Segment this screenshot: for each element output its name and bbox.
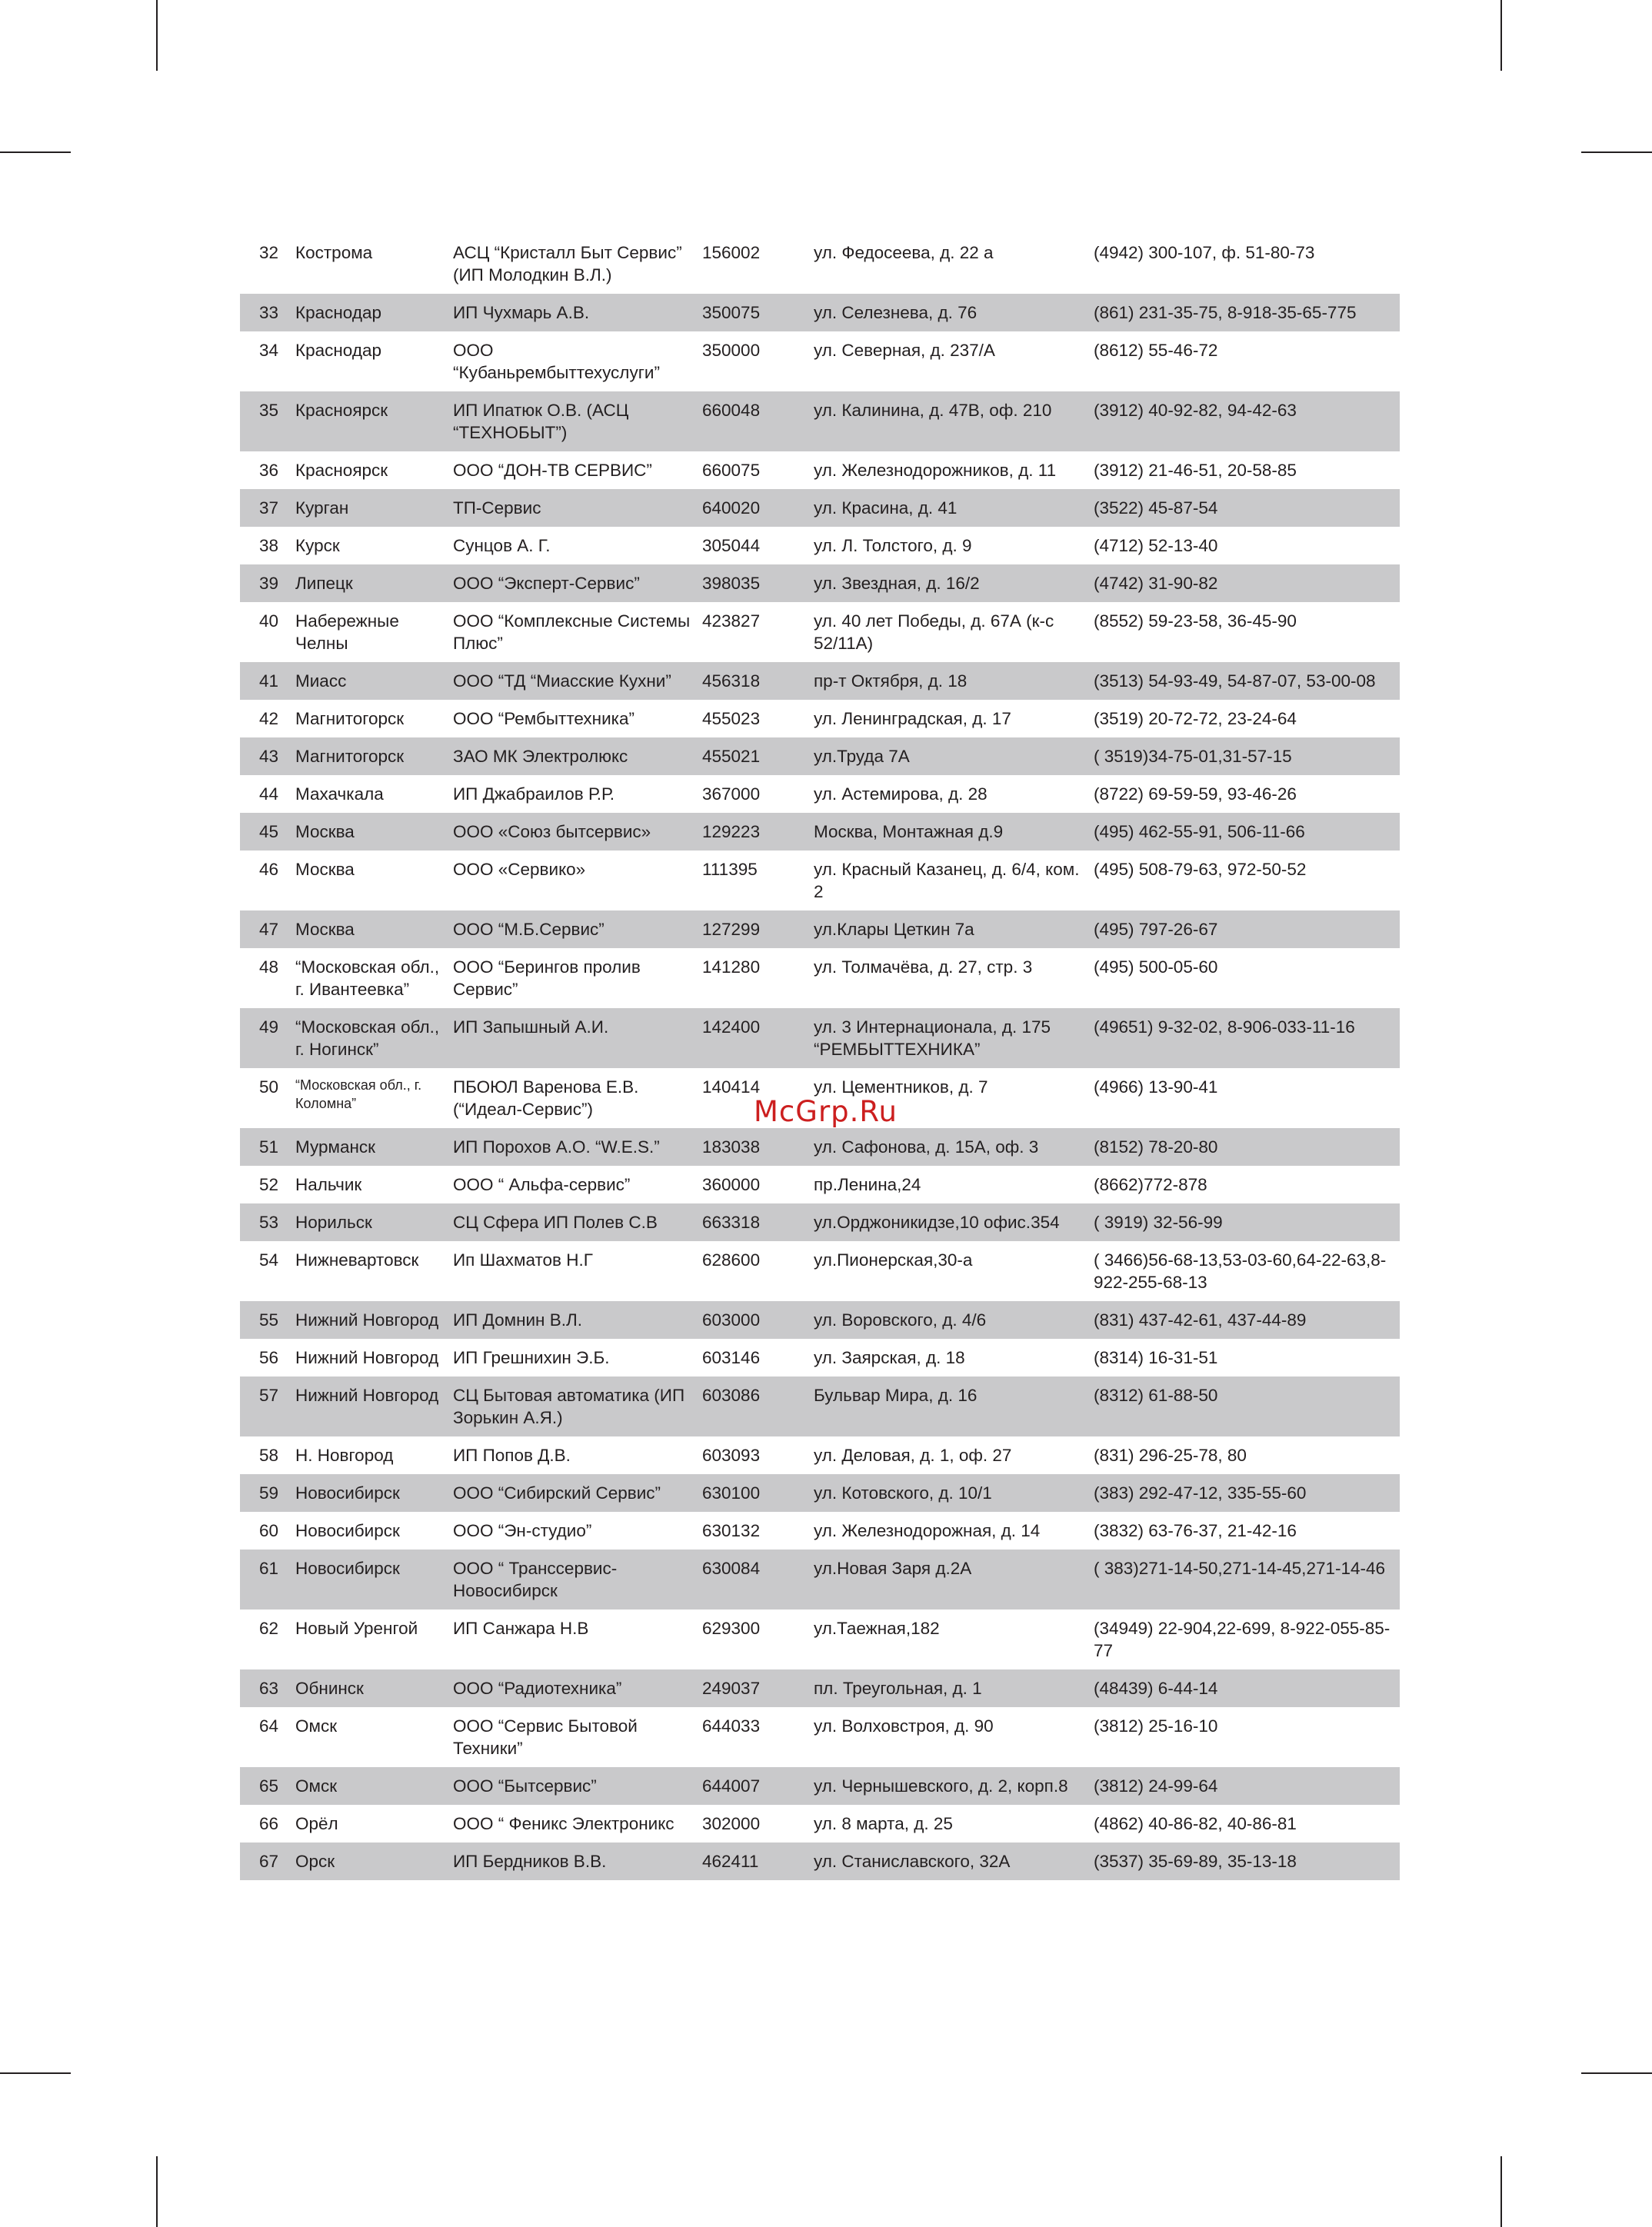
row-number: 65 (240, 1767, 295, 1805)
organization-cell: ИП Ипатюк О.В. (АСЦ “ТЕХНОБЫТ”) (453, 391, 702, 451)
city-cell: Обнинск (295, 1669, 453, 1707)
table-row (240, 1203, 1400, 1241)
table-row (240, 564, 1400, 602)
crop-mark-top-right (1500, 0, 1502, 71)
postal-code-cell: 628600 (702, 1250, 761, 1270)
organization-cell: СЦ Бытовая автоматика (ИП Зорькин А.Я.) (453, 1376, 702, 1436)
phone-cell: (495) 508-79-63, 972-50-52 (1094, 860, 1307, 879)
organization-cell: ООО “Берингов пролив Сервис” (453, 957, 641, 999)
postal-code-cell: 305044 (702, 536, 761, 555)
row-number: 41 (240, 662, 295, 700)
row-number: 42 (259, 709, 279, 728)
row-number: 55 (240, 1301, 295, 1339)
phone-cell: (3522) 45-87-54 (1094, 489, 1400, 527)
organization-cell: ООО “Комплексные Системы Плюс” (453, 611, 691, 653)
organization-cell: ИП Чухмарь А.В. (453, 294, 702, 331)
postal-code-cell: 644033 (702, 1716, 761, 1736)
crop-mark-left-lower (0, 2072, 71, 2074)
table-row (240, 489, 1400, 527)
address-cell: пл. Треугольная, д. 1 (814, 1669, 1094, 1707)
phone-cell: (4942) 300-107, ф. 51-80-73 (1094, 243, 1315, 262)
city-cell: Москва (295, 860, 355, 879)
postal-code-cell: 350000 (702, 341, 761, 360)
phone-cell: ( 3466)56-68-13,53-03-60,64-22-63,8-922-255-68-13 (1094, 1250, 1387, 1292)
postal-code-cell: 141280 (702, 957, 761, 977)
address-cell: ул. Железнодорожников, д. 11 (814, 461, 1057, 480)
city-cell: Набережные Челны (295, 611, 399, 653)
table-row (240, 851, 1400, 910)
row-number: 34 (259, 341, 279, 360)
postal-code-cell: 249037 (702, 1669, 814, 1707)
row-number: 57 (240, 1376, 295, 1436)
postal-code-cell: 630084 (702, 1550, 814, 1609)
organization-cell: ООО «Сервико» (453, 860, 586, 879)
phone-cell: (8552) 59-23-58, 36-45-90 (1094, 611, 1297, 631)
address-cell: ул. Чернышевского, д. 2, корп.8 (814, 1767, 1094, 1805)
crop-mark-right-upper (1581, 151, 1652, 153)
city-cell: Миасс (295, 662, 453, 700)
address-cell: Бульвар Мира, д. 16 (814, 1376, 1094, 1436)
table-row (240, 1512, 1400, 1550)
address-cell: ул. Сафонова, д. 15А, оф. 3 (814, 1128, 1094, 1166)
table-row (240, 1609, 1400, 1669)
city-cell: Нижний Новгород (295, 1348, 439, 1367)
address-cell: ул. Цементников, д. 7 (814, 1077, 988, 1097)
address-cell: ул. 40 лет Победы, д. 67А (к-с 52/11А) (814, 611, 1054, 653)
address-cell: ул. Заярская, д. 18 (814, 1348, 965, 1367)
address-cell: ул. Волховстроя, д. 90 (814, 1716, 994, 1736)
organization-cell: ИП Грешнихин Э.Б. (453, 1348, 610, 1367)
postal-code-cell: 398035 (702, 564, 814, 602)
organization-cell: ИП Джабраилов Р.Р. (453, 784, 615, 804)
row-number: 46 (259, 860, 279, 879)
address-cell: ул. Ленинградская, д. 17 (814, 709, 1011, 728)
row-number: 56 (259, 1348, 279, 1367)
postal-code-cell: 603086 (702, 1376, 814, 1436)
city-cell: Нижний Новгород (295, 1301, 453, 1339)
postal-code-cell: 663318 (702, 1203, 814, 1241)
row-number: 35 (240, 391, 295, 451)
row-number: 52 (259, 1175, 279, 1194)
phone-cell: (4862) 40-86-82, 40-86-81 (1094, 1814, 1297, 1833)
city-cell: Махачкала (295, 784, 384, 804)
organization-cell: ЗАО МК Электролюкс (453, 737, 702, 775)
table-row (240, 775, 1400, 813)
row-number: 58 (259, 1446, 279, 1465)
postal-code-cell: 455021 (702, 737, 814, 775)
postal-code-cell: 660048 (702, 391, 814, 451)
city-cell: Норильск (295, 1203, 453, 1241)
address-cell: ул. Л. Толстого, д. 9 (814, 536, 972, 555)
organization-cell: ООО “Эксперт-Сервис” (453, 564, 702, 602)
postal-code-cell: 129223 (702, 813, 814, 851)
row-number: 36 (259, 461, 279, 480)
phone-cell: (8722) 69-59-59, 93-46-26 (1094, 784, 1297, 804)
address-cell: ул.Труда 7А (814, 737, 1094, 775)
city-cell: Новосибирск (295, 1474, 453, 1512)
table-body (240, 234, 1400, 1880)
city-cell: Красноярск (295, 391, 453, 451)
phone-cell: ( 383)271-14-50,271-14-45,271-14-46 (1094, 1550, 1400, 1609)
phone-cell: (48439) 6-44-14 (1094, 1669, 1400, 1707)
organization-cell: ООО “ Альфа-сервис” (453, 1175, 631, 1194)
postal-code-cell: 603093 (702, 1446, 761, 1465)
table-row (240, 234, 1400, 294)
city-cell: Орск (295, 1843, 453, 1880)
postal-code-cell: 367000 (702, 784, 761, 804)
organization-cell: СЦ Сфера ИП Полев С.В (453, 1203, 702, 1241)
postal-code-cell: 603146 (702, 1348, 761, 1367)
organization-cell: ООО “Радиотехника” (453, 1669, 702, 1707)
phone-cell: (4742) 31-90-82 (1094, 564, 1400, 602)
postal-code-cell: 142400 (702, 1008, 814, 1068)
table-row (240, 602, 1400, 662)
organization-cell: ИП Попов Д.В. (453, 1446, 571, 1465)
postal-code-cell: 140414 (702, 1077, 761, 1097)
postal-code-cell: 644007 (702, 1767, 814, 1805)
organization-cell: ПБОЮЛ Варенова Е.В. (“Идеал-Сервис”) (453, 1077, 639, 1119)
address-cell: ул.Пионерская,30-а (814, 1250, 973, 1270)
row-number: 53 (240, 1203, 295, 1241)
city-cell: Москва (295, 910, 453, 948)
address-cell: Москва, Монтажная д.9 (814, 813, 1094, 851)
address-cell: ул.Новая Заря д.2А (814, 1550, 1094, 1609)
organization-cell: ООО “Бытсервис” (453, 1767, 702, 1805)
city-cell: Магнитогорск (295, 737, 453, 775)
phone-cell: ( 3519)34-75-01,31-57-15 (1094, 737, 1400, 775)
address-cell: пр.Ленина,24 (814, 1175, 921, 1194)
city-cell: Орёл (295, 1814, 338, 1833)
city-cell: Курск (295, 536, 340, 555)
phone-cell: (8312) 61-88-50 (1094, 1376, 1400, 1436)
phone-cell: (831) 437-42-61, 437-44-89 (1094, 1301, 1400, 1339)
row-number: 50 (259, 1077, 279, 1097)
city-cell: “Московская обл., г. Ивантеевка” (295, 957, 440, 999)
city-cell: Нижний Новгород (295, 1376, 453, 1436)
phone-cell: (3519) 20-72-72, 23-24-64 (1094, 709, 1297, 728)
postal-code-cell: 111395 (702, 860, 758, 879)
table-row (240, 1669, 1400, 1707)
postal-code-cell: 630132 (702, 1521, 761, 1540)
city-cell: Кострома (295, 243, 373, 262)
address-cell: ул. Федосеева, д. 22 а (814, 243, 994, 262)
row-number: 54 (259, 1250, 279, 1270)
organization-cell: Сунцов А. Г. (453, 536, 551, 555)
phone-cell: (831) 296-25-78, 80 (1094, 1446, 1247, 1465)
row-number: 38 (259, 536, 279, 555)
phone-cell: (4712) 52-13-40 (1094, 536, 1218, 555)
row-number: 44 (259, 784, 279, 804)
city-cell: Краснодар (295, 294, 453, 331)
organization-cell: ТП-Сервис (453, 489, 702, 527)
postal-code-cell: 360000 (702, 1175, 761, 1194)
phone-cell: (3832) 63-76-37, 21-42-16 (1094, 1521, 1297, 1540)
city-cell: Красноярск (295, 461, 388, 480)
organization-cell: ООО «Союз бытсервис» (453, 813, 702, 851)
organization-cell: АСЦ “Кристалл Быт Сервис” (ИП Молодкин В.Л.) (453, 243, 682, 285)
crop-mark-top-left (156, 0, 158, 71)
address-cell: ул. Астемирова, д. 28 (814, 784, 988, 804)
postal-code-cell: 462411 (702, 1843, 814, 1880)
address-cell: ул. 8 марта, д. 25 (814, 1814, 953, 1833)
table-row (240, 1241, 1400, 1301)
city-cell: Н. Новгород (295, 1446, 394, 1465)
row-number: 61 (240, 1550, 295, 1609)
address-cell: ул. Толмачёва, д. 27, стр. 3 (814, 957, 1033, 977)
address-cell: ул.Клары Цеткин 7а (814, 910, 1094, 948)
row-number: 45 (240, 813, 295, 851)
postal-code-cell: 183038 (702, 1128, 814, 1166)
organization-cell: ИП Запышный А.И. (453, 1008, 702, 1068)
phone-cell: (3513) 54-93-49, 54-87-07, 53-00-08 (1094, 662, 1400, 700)
table-row (240, 1128, 1400, 1166)
organization-cell: ООО “Эн-студио” (453, 1521, 592, 1540)
phone-cell: (3912) 40-92-82, 94-42-63 (1094, 391, 1400, 451)
table-row (240, 1301, 1400, 1339)
row-number: 66 (259, 1814, 279, 1833)
organization-cell: ООО “Сибирский Сервис” (453, 1474, 702, 1512)
row-number: 63 (240, 1669, 295, 1707)
phone-cell: (3812) 24-99-64 (1094, 1767, 1400, 1805)
phone-cell: (495) 462-55-91, 506-11-66 (1094, 813, 1400, 851)
address-cell: ул. Воровского, д. 4/6 (814, 1301, 1094, 1339)
phone-cell: (8612) 55-46-72 (1094, 341, 1218, 360)
postal-code-cell: 127299 (702, 910, 814, 948)
postal-code-cell: 603000 (702, 1301, 814, 1339)
service-centers-table (240, 234, 1400, 1880)
postal-code-cell: 456318 (702, 662, 814, 700)
row-number: 59 (240, 1474, 295, 1512)
row-number: 64 (259, 1716, 279, 1736)
row-number: 48 (259, 957, 279, 977)
postal-code-cell: 350075 (702, 294, 814, 331)
organization-cell: ООО “М.Б.Сервис” (453, 910, 702, 948)
phone-cell: (3912) 21-46-51, 20-58-85 (1094, 461, 1297, 480)
table-row (240, 1436, 1400, 1474)
city-cell: Нижневартовск (295, 1250, 419, 1270)
address-cell: ул.Орджоникидзе,10 офис.354 (814, 1203, 1094, 1241)
postal-code-cell: 640020 (702, 489, 814, 527)
postal-code-cell: 423827 (702, 611, 761, 631)
table-row (240, 391, 1400, 451)
city-cell: “Московская обл., г. Ногинск” (295, 1008, 453, 1068)
phone-cell: (8662)772-878 (1094, 1175, 1207, 1194)
address-cell: ул. Звездная, д. 16/2 (814, 564, 1094, 602)
address-cell: ул. Красный Казанец, д. 6/4, ком. 2 (814, 860, 1080, 901)
table-row (240, 1008, 1400, 1068)
row-number: 33 (240, 294, 295, 331)
row-number: 51 (240, 1128, 295, 1166)
address-cell: ул. Котовского, д. 10/1 (814, 1474, 1094, 1512)
table-row (240, 1166, 1400, 1203)
table-row (240, 1474, 1400, 1512)
phone-cell: (8152) 78-20-80 (1094, 1128, 1400, 1166)
table-row (240, 294, 1400, 331)
organization-cell: ООО “Рембыттехника” (453, 709, 635, 728)
table-row (240, 737, 1400, 775)
address-cell: ул. Красина, д. 41 (814, 489, 1094, 527)
organization-cell: ООО “ТД “Миасские Кухни” (453, 662, 702, 700)
phone-cell: (3537) 35-69-89, 35-13-18 (1094, 1843, 1400, 1880)
phone-cell: (495) 500-05-60 (1094, 957, 1218, 977)
postal-code-cell: 455023 (702, 709, 761, 728)
phone-cell: (861) 231-35-75, 8-918-35-65-775 (1094, 294, 1400, 331)
organization-cell: ООО “ДОН-ТВ СЕРВИС” (453, 461, 652, 480)
watermark: McGrp.Ru (754, 1095, 898, 1128)
organization-cell: ИП Порохов А.О. “W.E.S.” (453, 1128, 702, 1166)
table-row (240, 331, 1400, 391)
postal-code-cell: 629300 (702, 1619, 761, 1638)
postal-code-cell: 630100 (702, 1474, 814, 1512)
table-row (240, 1805, 1400, 1843)
table-row (240, 527, 1400, 564)
city-cell: Омск (295, 1767, 453, 1805)
row-number: 37 (240, 489, 295, 527)
organization-cell: ИП Бердников В.В. (453, 1843, 702, 1880)
row-number: 60 (259, 1521, 279, 1540)
organization-cell: Ип Шахматов Н.Г (453, 1250, 593, 1270)
address-cell: ул. Деловая, д. 1, оф. 27 (814, 1446, 1012, 1465)
row-number: 49 (240, 1008, 295, 1068)
postal-code-cell: 660075 (702, 461, 761, 480)
city-cell: Липецк (295, 564, 453, 602)
row-number: 40 (259, 611, 279, 631)
table-row (240, 1767, 1400, 1805)
address-cell: пр-т Октября, д. 18 (814, 662, 1094, 700)
postal-code-cell: 156002 (702, 243, 761, 262)
city-cell: Москва (295, 813, 453, 851)
table-row (240, 910, 1400, 948)
table-row (240, 700, 1400, 737)
table-row (240, 1550, 1400, 1609)
table-row (240, 1339, 1400, 1376)
phone-cell: (4966) 13-90-41 (1094, 1077, 1218, 1097)
city-cell: Магнитогорск (295, 709, 405, 728)
address-cell: ул.Таежная,182 (814, 1619, 940, 1638)
organization-cell: ИП Санжара Н.В (453, 1619, 589, 1638)
phone-cell: (8314) 16-31-51 (1094, 1348, 1218, 1367)
city-cell: Краснодар (295, 341, 381, 360)
address-cell: ул. Станиславского, 32А (814, 1843, 1094, 1880)
row-number: 62 (259, 1619, 279, 1638)
city-cell: Новосибирск (295, 1521, 400, 1540)
table-row (240, 451, 1400, 489)
row-number: 67 (240, 1843, 295, 1880)
organization-cell: ООО “Сервис Бытовой Техники” (453, 1716, 638, 1758)
crop-mark-right-lower (1581, 2072, 1652, 2074)
row-number: 32 (259, 243, 279, 262)
row-number: 43 (240, 737, 295, 775)
crop-mark-left-upper (0, 151, 71, 153)
address-cell: ул. Калинина, д. 47В, оф. 210 (814, 391, 1094, 451)
table-row (240, 662, 1400, 700)
phone-cell: (495) 797-26-67 (1094, 910, 1400, 948)
city-cell: Курган (295, 489, 453, 527)
address-cell: ул. Селезнева, д. 76 (814, 294, 1094, 331)
crop-mark-bottom-left (156, 2156, 158, 2227)
city-cell: Новый Уренгой (295, 1619, 418, 1638)
table-row (240, 813, 1400, 851)
organization-cell: ООО “Кубаньрембыттехуслуги” (453, 341, 660, 382)
city-cell: Новосибирск (295, 1550, 453, 1609)
city-cell: Омск (295, 1716, 338, 1736)
address-cell: ул. Северная, д. 237/А (814, 341, 995, 360)
organization-cell: ООО “ Транссервис-Новосибирск (453, 1550, 702, 1609)
table-row (240, 1707, 1400, 1767)
phone-cell: (34949) 22-904,22-699, 8-922-055-85- 77 (1094, 1619, 1391, 1660)
phone-cell: (3812) 25-16-10 (1094, 1716, 1218, 1736)
table-row (240, 1376, 1400, 1436)
phone-cell: ( 3919) 32-56-99 (1094, 1203, 1400, 1241)
row-number: 39 (240, 564, 295, 602)
city-cell: Нальчик (295, 1175, 362, 1194)
phone-cell: (49651) 9-32-02, 8-906-033-11-16 (1094, 1008, 1400, 1068)
crop-mark-bottom-right (1500, 2156, 1502, 2227)
address-cell: ул. 3 Интернационала, д. 175 “РЕМБЫТТЕХНИКА” (814, 1008, 1094, 1068)
postal-code-cell: 302000 (702, 1814, 761, 1833)
city-cell: Мурманск (295, 1128, 453, 1166)
phone-cell: (383) 292-47-12, 335-55-60 (1094, 1474, 1400, 1512)
table-row (240, 1843, 1400, 1880)
row-number: 47 (240, 910, 295, 948)
city-cell: “Московская обл., г. Коломна” (295, 1077, 422, 1111)
table-row (240, 948, 1400, 1008)
address-cell: ул. Железнодорожная, д. 14 (814, 1521, 1041, 1540)
organization-cell: ООО “ Феникс Электроникс (453, 1814, 674, 1833)
organization-cell: ИП Домнин В.Л. (453, 1301, 702, 1339)
